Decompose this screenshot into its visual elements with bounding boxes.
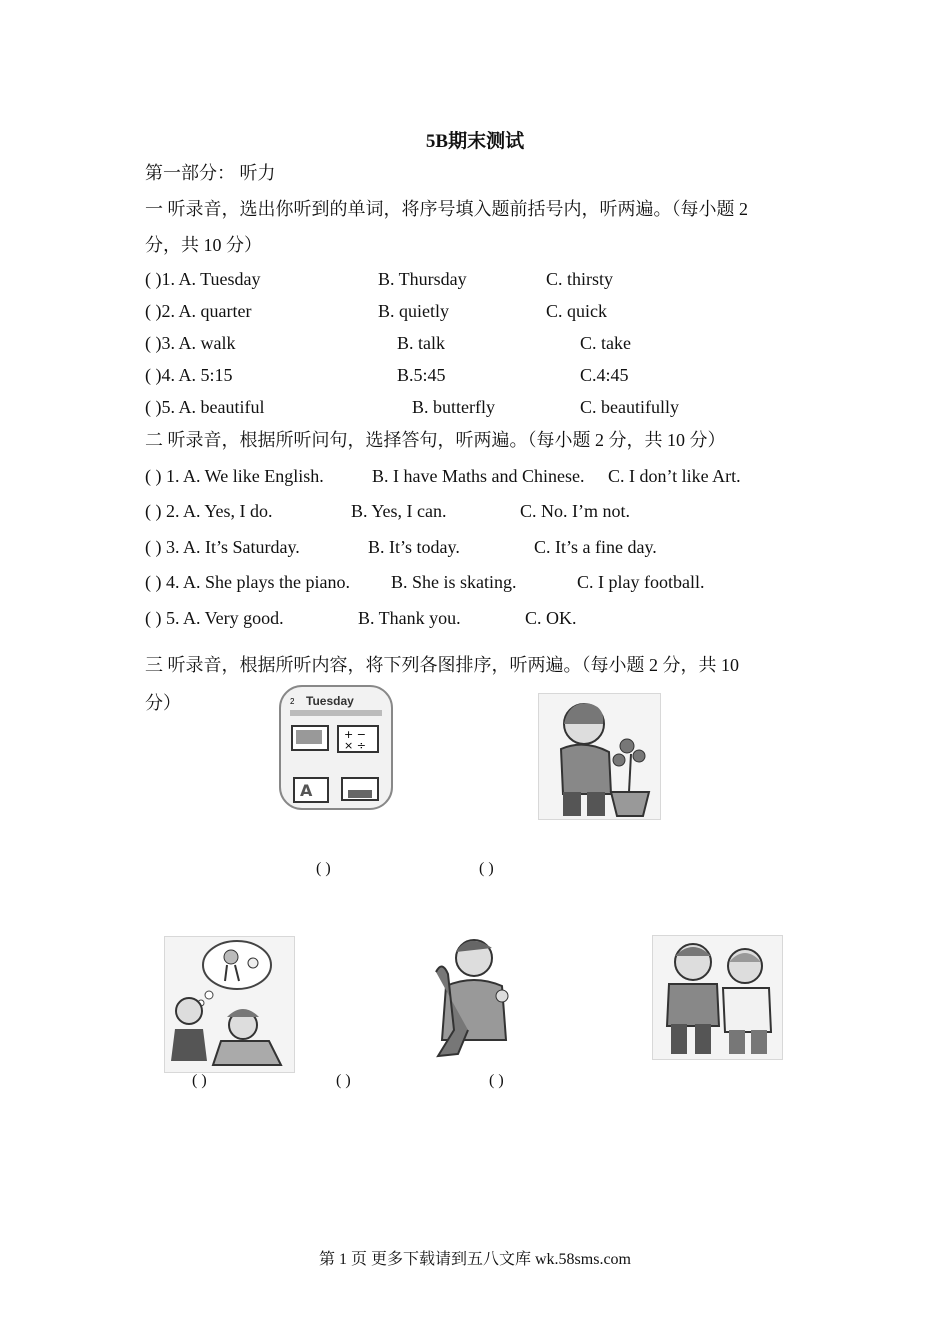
answer-blank-5[interactable]: ( )	[489, 1072, 504, 1089]
s2-q4: ( ) 4. A. She plays the piano.	[145, 572, 350, 592]
section2-heading: 二 听录音，根据所听问句，选择答句，听两遍。（每小题 2 分，共 10 分）	[145, 430, 726, 450]
s1-q3-option-c: C. take	[580, 333, 631, 353]
svg-text:A: A	[300, 781, 313, 800]
section3-heading: 三 听录音，根据所听内容，将下列各图排序，听两遍。（每小题 2 分，共 10	[145, 655, 739, 675]
s1-q4-option-c: C.4:45	[580, 365, 629, 385]
s2-q1-option-b: B. I have Maths and Chinese.	[372, 466, 585, 486]
part-one-label: 第一部分： 听力	[145, 163, 276, 183]
s2-q1-option-c: C. I don’t like Art.	[608, 466, 741, 486]
s1-q3: ( )3. A. walk	[145, 333, 236, 353]
answer-blank-1[interactable]: ( )	[316, 860, 331, 877]
answer-blank-2[interactable]: ( )	[479, 860, 494, 877]
timetable-picture	[278, 684, 394, 811]
s1-q1: ( )1. A. Tuesday	[145, 269, 261, 289]
s2-q5-option-c: C. OK.	[525, 608, 577, 628]
s2-q2: ( ) 2. A. Yes, I do.	[145, 501, 273, 521]
s2-q5: ( ) 5. A. Very good.	[145, 608, 284, 628]
woman-planting-flowers-picture	[538, 693, 661, 820]
s1-q5-option-b: B. butterfly	[412, 397, 495, 417]
s2-q4-option-c: C. I play football.	[577, 572, 705, 592]
section1-heading-cont: 分，共 10 分）	[145, 235, 262, 255]
s1-q1-option-c: C. thirsty	[546, 269, 614, 289]
calendar-day: Tuesday	[306, 694, 354, 708]
s2-q3: ( ) 3. A. It’s Saturday.	[145, 537, 300, 557]
girls-talking-picture	[164, 936, 295, 1073]
s2-q2-option-c: C. No. I’m not.	[520, 501, 630, 521]
s1-q2-option-b: B. quietly	[378, 301, 449, 321]
section3-heading-cont: 分）	[145, 693, 181, 713]
s2-q1: ( ) 1. A. We like English.	[145, 466, 324, 486]
s1-q5-option-c: C. beautifully	[580, 397, 679, 417]
answer-blank-4[interactable]: ( )	[336, 1072, 351, 1089]
s1-q4: ( )4. A. 5:15	[145, 365, 233, 385]
section1-heading: 一 听录音，选出你听到的单词，将序号填入题前括号内，听两遍。（每小题 2	[145, 199, 748, 219]
s2-q4-option-b: B. She is skating.	[391, 572, 517, 592]
s2-q3-option-c: C. It’s a fine day.	[534, 537, 657, 557]
s1-q1-option-b: B. Thursday	[378, 269, 467, 289]
svg-text:× ÷: × ÷	[344, 739, 366, 752]
calendar-number: 2	[290, 697, 295, 706]
s1-q2-option-c: C. quick	[546, 301, 607, 321]
s2-q5-option-b: B. Thank you.	[358, 608, 461, 628]
s1-q3-option-b: B. talk	[397, 333, 445, 353]
two-boys-picture	[652, 935, 783, 1060]
s1-q4-option-b: B.5:45	[397, 365, 446, 385]
page-title: 5B期末测试	[425, 131, 525, 152]
page-footer: 第 1 页 更多下载请到五八文库 wk.58sms.com	[318, 1251, 631, 1268]
s2-q3-option-b: B. It’s today.	[368, 537, 460, 557]
s1-q5: ( )5. A. beautiful	[145, 397, 265, 417]
s2-q2-option-b: B. Yes, I can.	[351, 501, 447, 521]
svg-text:+ −: + −	[344, 728, 366, 741]
s1-q2: ( )2. A. quarter	[145, 301, 252, 321]
boy-with-kangaroo-picture	[428, 930, 520, 1060]
answer-blank-3[interactable]: ( )	[192, 1072, 207, 1089]
